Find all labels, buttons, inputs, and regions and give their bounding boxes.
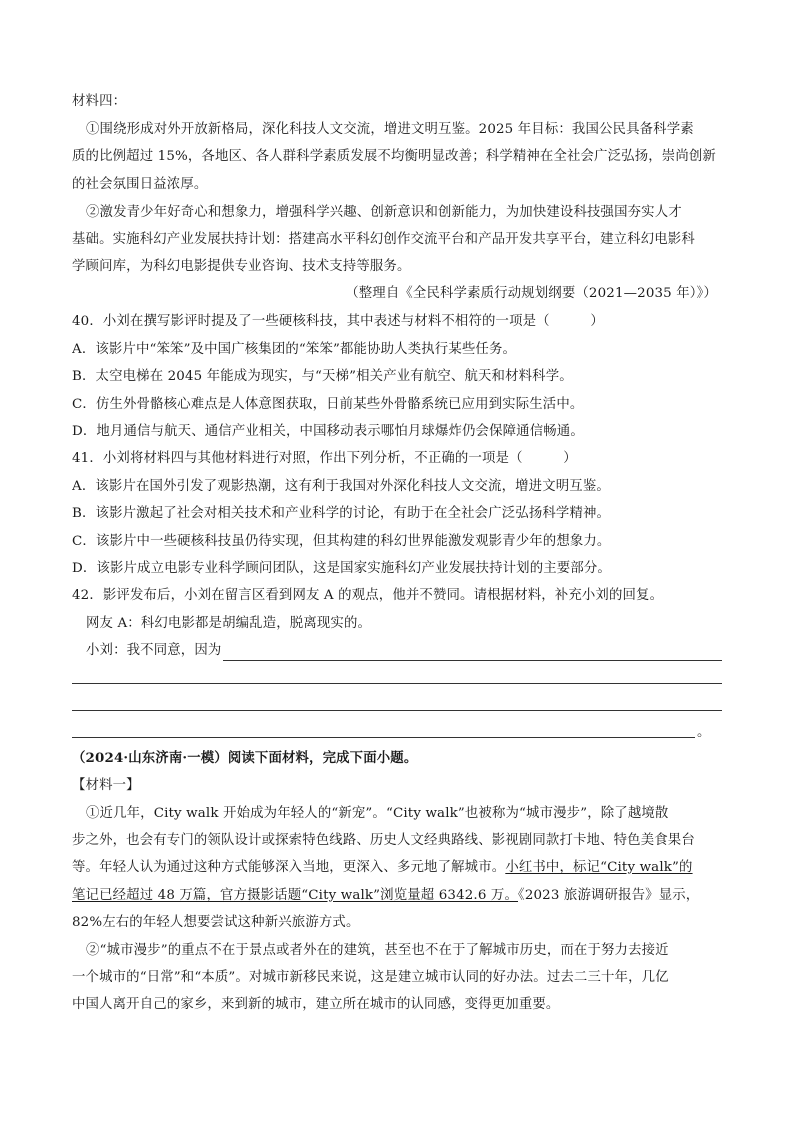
answer-blank-1[interactable] [223, 646, 722, 661]
material1-p1-line1: ①近几年，City walk 开始成为年轻人的“新宠”。“City walk”也被称为“城市漫步”，除了越境散 [86, 806, 669, 821]
material1-p1-line4-underlined: 笔记已经超过 48 万篇，官方摄影话题“City walk”浏览量超 6342.6 万。 [72, 888, 518, 903]
material1-p1-line5: 82%左右的年轻人想要尝试这种新兴旅游方式。 [72, 915, 360, 930]
material4-source: （整理自《全民科学素质行动规划纲要（2021—2035 年）》） [345, 286, 717, 301]
q42-reply-text: 小刘：我不同意，因为 [86, 643, 222, 658]
material1-p1-line3-underlined: 小红书中，标记“City walk”的 [505, 860, 693, 875]
material1-p2-line3: 中国人离开自己的家乡，来到新的城市，建立所在城市的认同感，变得更加重要。 [72, 997, 560, 1012]
q40-option-c[interactable]: C．仿生外骨骼核心难点是人体意图获取，日前某些外骨骼系统已应用到实际生活中。 [72, 397, 584, 412]
material1-heading: 【材料一】 [72, 778, 140, 793]
q42-reply-line [86, 641, 722, 661]
material4-p1-line1: ①围绕形成对外开放新格局，深化科技人文交流，增进文明互鉴。2025 年目标：我国公民具备科学素 [86, 122, 694, 137]
q40-option-a[interactable]: A．该影片中“笨笨”及中国广核集团的“笨笨”都能协助人类执行某些任务。 [72, 342, 517, 357]
q40-option-b[interactable]: B．太空电梯在 2045 年能成为现实，与“天梯”相关产业有航空、航天和材料科学。 [72, 369, 573, 384]
material4-p2-line1: ②激发青少年好奇心和想象力，增强科学兴趣、创新意识和创新能力，为加快建设科技强国夯实人才 [86, 205, 682, 220]
material1-p1-line3-text: 等。年轻人认为通过这种方式能够深入当地，更深入、多元地了解城市。 [72, 860, 506, 875]
q41-option-b[interactable]: B．该影片激起了社会对相关技术和产业科学的讨论，有助于在全社会广泛弘扬科学精神。 [72, 506, 611, 521]
material1-p1-line3 [72, 858, 727, 878]
answer-blank-2[interactable] [72, 683, 722, 684]
q40-stem: 40．小刘在撰写影评时提及了一些硬核科技，其中表述与材料不相符的一项是（ ） [72, 314, 604, 329]
material4-heading: 材料四： [72, 94, 127, 109]
material1-p1-line2: 步之外，也会有专门的领队设计或探索特色线路、历史人文经典路线、影视剧同款打卡地、特色美食果台 [72, 833, 695, 848]
q41-option-c[interactable]: C．该影片中一些硬核科技虽仍待实现，但其构建的科幻世界能激发观影青少年的想象力。 [72, 534, 611, 549]
section2-intro: （2024·山东济南·一模）阅读下面材料，完成下面小题。 [72, 750, 418, 766]
material1-p1-line4-text: 《2023 旅游调研报告》显示， [518, 888, 700, 903]
q40-option-d[interactable]: D．地月通信与航天、通信产业相关，中国移动表示哪怕月球爆炸仍会保障通信畅通。 [72, 424, 584, 439]
material4-p1-line3: 的社会氛围日益浓厚。 [72, 177, 208, 192]
material1-p2-line1: ②“城市漫步”的重点不在于景点或者外在的建筑，甚至也不在于了解城市历史，而在于努力去接近 [86, 943, 669, 958]
material1-p2-line2: 一个城市的“日常”和“本质”。对城市新移民来说，这是建立城市认同的好办法。过去二三十年，几亿 [72, 970, 669, 985]
q42-stem: 42．影评发布后，小刘在留言区看到网友 A 的观点，他并不赞同。请根据材料，补充小刘的回复。 [72, 588, 664, 603]
answer-blank-3[interactable] [72, 710, 722, 711]
q42-netizen-comment: 网友 A：科幻电影都是胡编乱造，脱离现实的。 [86, 616, 372, 631]
material1-p1-line4 [72, 886, 727, 906]
material4-p1-line2: 质的比例超过 15%，各地区、各人群科学素质发展不均衡明显改善；科学精神在全社会广泛弘扬，崇尚创新 [72, 149, 716, 164]
q41-option-a[interactable]: A．该影片在国外引发了观影热潮，这有利于我国对外深化科技人文交流，增进文明互鉴。 [72, 479, 610, 494]
answer-blank-4[interactable] [72, 737, 695, 738]
material4-p2-line3: 学顾问库，为科幻电影提供专业咨询、技术支持等服务。 [72, 259, 411, 274]
answer-period: 。 [697, 725, 711, 740]
material4-p2-line2: 基础。实施科幻产业发展扶持计划：搭建高水平科幻创作交流平台和产品开发共享平台，建立科幻电影科 [72, 232, 695, 247]
q41-stem: 41．小刘将材料四与其他材料进行对照，作出下列分析，不正确的一项是（ ） [72, 451, 577, 466]
q41-option-d[interactable]: D．该影片成立电影专业科学顾问团队，这是国家实施科幻产业发展扶持计划的主要部分。 [72, 561, 611, 576]
